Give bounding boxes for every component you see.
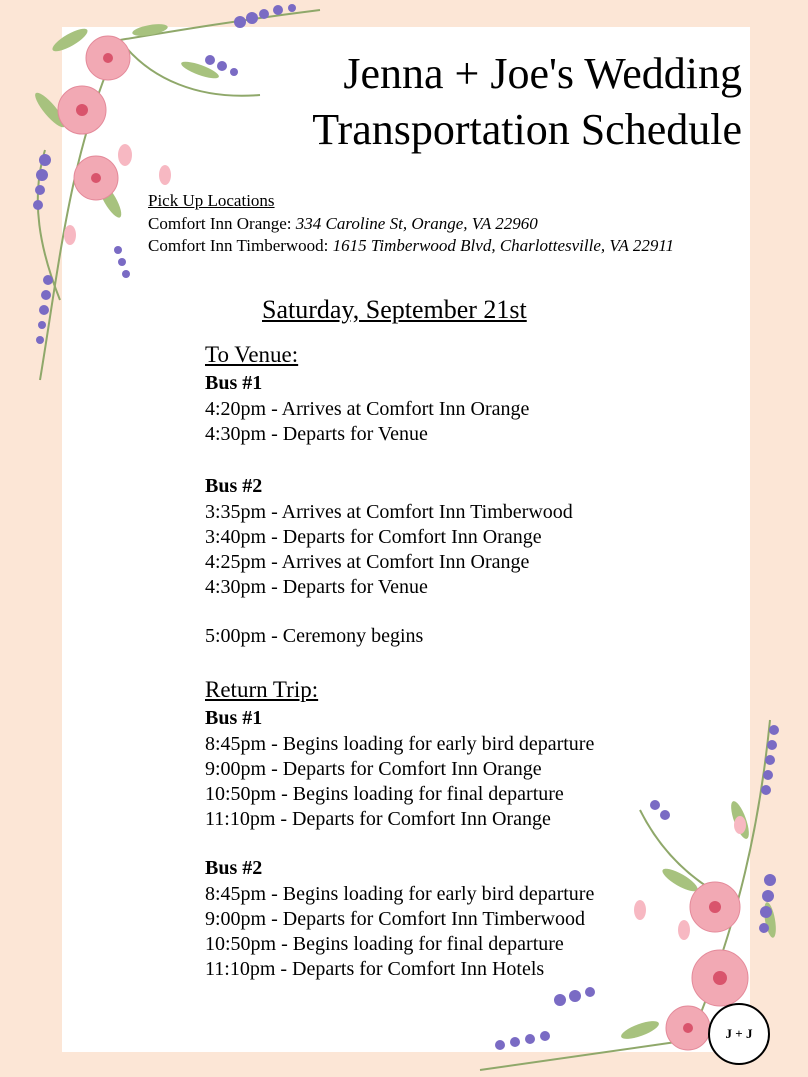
pickup-locations: [148, 190, 674, 258]
monogram-badge: J + J: [708, 1003, 770, 1065]
bus-label: Bus #1: [205, 707, 263, 729]
bus-label: Bus #2: [205, 475, 263, 497]
to-venue-bus-2: [205, 473, 573, 600]
return-trip-section: [205, 675, 594, 832]
bus-label: Bus #1: [205, 372, 263, 394]
to-venue-section: [205, 340, 529, 447]
location-name: Comfort Inn Timberwood:: [148, 236, 329, 255]
schedule-row: 8:45pm - Begins loading for early bird departure: [205, 733, 595, 755]
return-trip-bus-2: [205, 855, 594, 982]
schedule-row: 4:30pm - Departs for Venue: [205, 423, 428, 445]
schedule-row: 4:25pm - Arrives at Comfort Inn Orange: [205, 551, 530, 573]
schedule-row: 9:00pm - Departs for Comfort Inn Orange: [205, 758, 542, 780]
pickup-location: [148, 213, 674, 236]
location-address: 334 Caroline St, Orange, VA 22960: [295, 213, 538, 233]
event-date: Saturday, September 21st: [262, 295, 527, 324]
schedule-row: 3:35pm - Arrives at Comfort Inn Timberwood: [205, 501, 573, 523]
schedule-row: 3:40pm - Departs for Comfort Inn Orange: [205, 526, 542, 548]
schedule-row: 10:50pm - Begins loading for final departure: [205, 783, 564, 805]
pickup-location: [148, 235, 674, 258]
schedule-row: 8:45pm - Begins loading for early bird departure: [205, 883, 595, 905]
schedule-row: 11:10pm - Departs for Comfort Inn Orange: [205, 808, 551, 830]
schedule-row: 4:30pm - Departs for Venue: [205, 576, 428, 598]
location-name: Comfort Inn Orange:: [148, 213, 292, 233]
schedule-row: 4:20pm - Arrives at Comfort Inn Orange: [205, 398, 530, 420]
section-heading: To Venue:: [205, 342, 299, 367]
pickup-heading: Pick Up Locations: [148, 191, 275, 210]
page-title: [312, 46, 742, 158]
title-line-1: Jenna + Joe's Wedding: [343, 49, 742, 98]
bus-label: Bus #2: [205, 857, 263, 879]
location-address: 1615 Timberwood Blvd, Charlottesville, VA 22911: [332, 236, 675, 255]
schedule-row: 10:50pm - Begins loading for final departure: [205, 933, 564, 955]
schedule-row: 9:00pm - Departs for Comfort Inn Timberwood: [205, 908, 585, 930]
schedule-row: 11:10pm - Departs for Comfort Inn Hotels: [205, 958, 545, 980]
title-line-2: Transportation Schedule: [312, 105, 742, 154]
ceremony-time: 5:00pm - Ceremony begins: [205, 625, 424, 647]
section-heading: Return Trip:: [205, 677, 319, 702]
